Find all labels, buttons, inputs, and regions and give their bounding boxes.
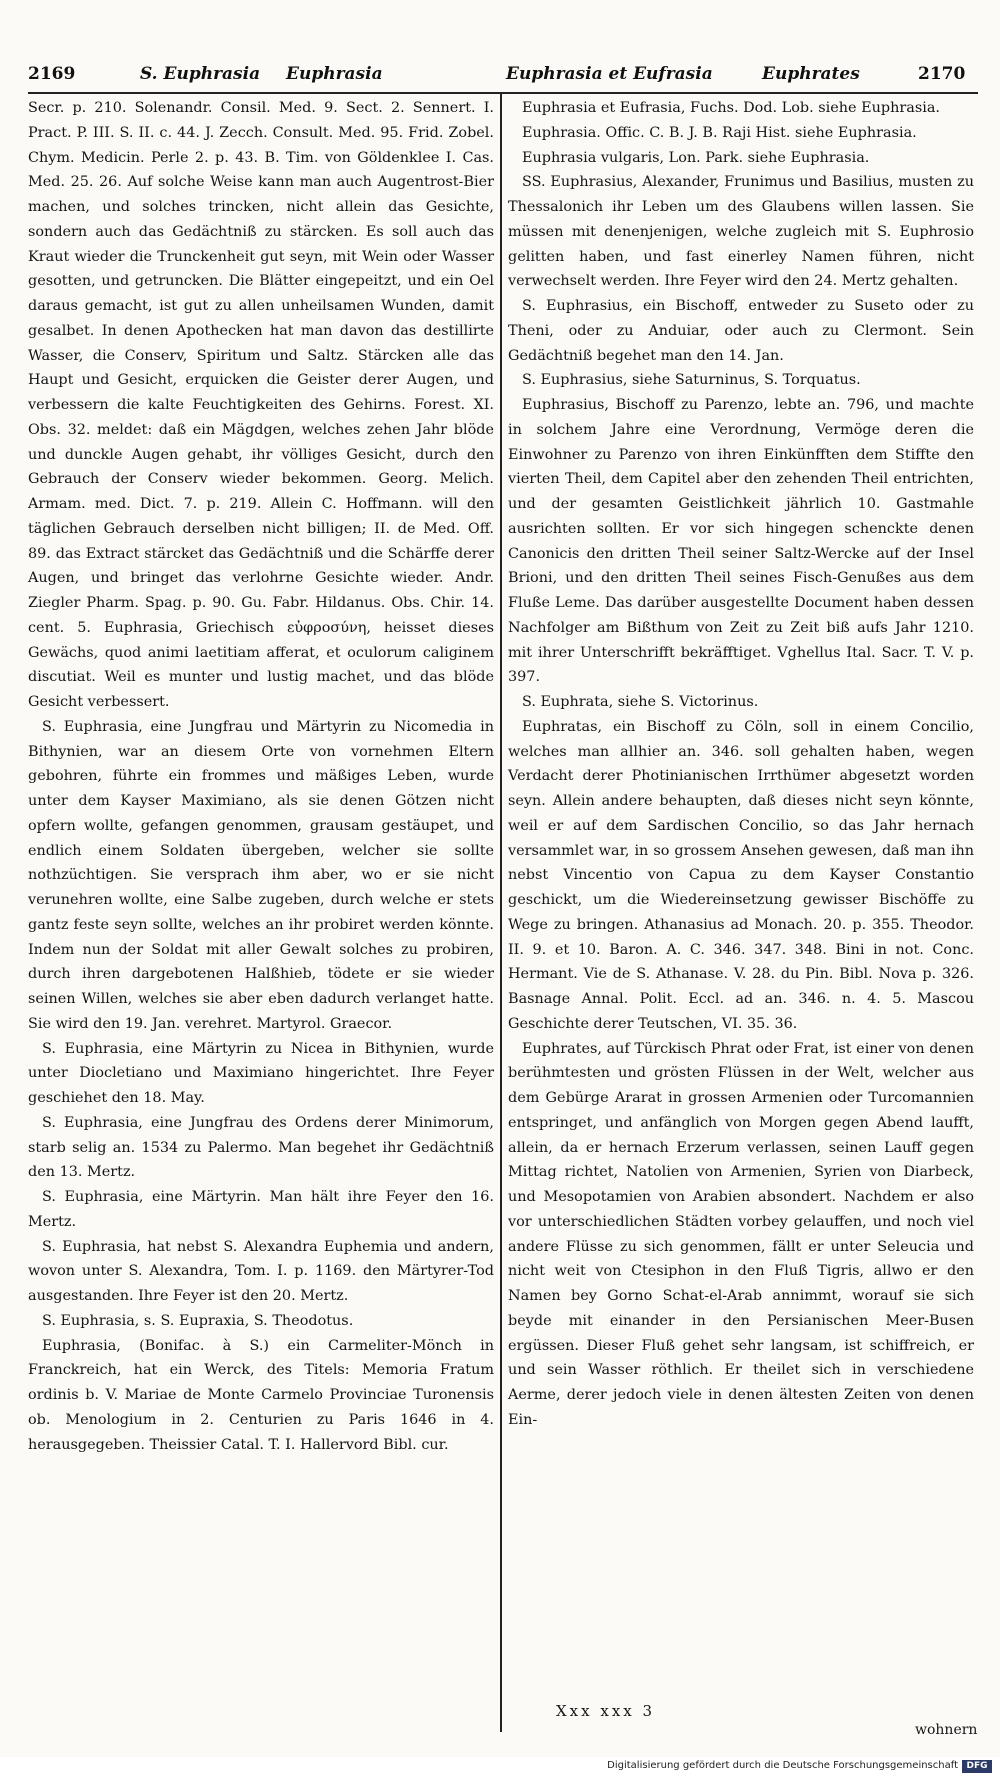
- right-paragraph: S. Euphrata, siehe S. Victorinus.: [522, 694, 759, 710]
- left-running-title-1: S. Euphrasia: [140, 64, 261, 84]
- right-paragraph: Euphratas, ein Bischoff zu Cöln, soll in einem Concilio, welches man allhier an. 346. soll gehalten haben, wegen Verdacht derer Photinianischen Irrthümer abgesetzt worden seyn. Allein andere behaupten, daß dieses nicht seyn könnte, weil er auf dem Sardischen Concilio, so das Jahr hernach versammlet war, in so grossem Ansehen gewesen, daß man ihn nebst Vincentio von Capua zu dem Kayser Constantio geschickt, um die Wiedereinsetzung gewisser Bischöffe zu Wege zu bringen. Athanasius ad Monach. 20. p. 355. Theodor. II. 9. et 10. Baron. A. C. 346. 347. 348. Bini in not. Conc. Hermant. Vie de S. Athanase. V. 28. du Pin. Bibl. Nova p. 326. Basnage Annal. Polit. Eccl. ad an. 346. n. 4. 5. Mascou Geschichte derer Teutschen, VI. 35. 36.: [508, 718, 974, 1032]
- right-paragraph: Euphrasius, Bischoff zu Parenzo, lebte an. 796, und machte in solchem Jahre eine Verordnung, Vermöge deren die Einwohner zu Parenzo von ihren Einkünfften dem Stiffte den vierten Theil, dem Capitel aber den zehenden Theil entrichten, und der gesamten Geistlichkeit jährlich 10. Gastmahle ausrichten sollten. Er vor sich hingegen schenckte denen Canonicis den dritten Theil seiner Saltz-Wercke auf der Insel Brioni, und den dritten Theil seines Fisch-Genußes aus dem Fluße Leme. Das darüber ausgestellte Document haben dessen Nachfolger am Bißthum von Zeit zu Zeit biß aufs Jahr 1210. mit ihrer Unterschrifft bekräfftiget. Vghellus Ital. Sacr. T. V. p. 397.: [508, 397, 974, 686]
- right-paragraph: Euphrates, auf Türckisch Phrat oder Frat, ist einer von denen berühmtesten und grösten Flüssen in der Welt, welcher aus dem Gebürge Ararat in grossen Armenien oder Turcomannien entspringet, und anfänglich von Morgen gegen Abend laufft, allein, da er hernach Erzerum verlassen, seinen Lauff gegen Mittag richtet, Natolien von Armenien, Syrien von Diarbeck, und Mesopotamien von Arabien absondert. Nachdem er also vor unterschiedlichen Städten vorbey gelauffen, und noch viel andere Flüsse zu sich genommen, fällt er unter Seleucia und nicht weit von Ctesiphon in den Fluß Tigris, allwo er den Namen bey Gorno Schat-el-Arab annimmt, worauf sie sich beyde mit einander in den Persianischen Meer-Busen ergüssen. Dieser Fluß gehet sehr langsam, ist schiffreich, er und sein Wasser röthlich. Er theilet sich in verschiedene Aerme, derer jedoch viele in denen ältesten Zeiten von denen Ein-: [508, 1040, 974, 1428]
- signature-mark: Xxx xxx 3: [556, 1702, 656, 1720]
- left-paragraph: S. Euphrasia, hat nebst S. Alexandra Euphemia und andern, wovon unter S. Alexandra, Tom. I. p. 1169. den Märtyrer-Tod ausgestanden. Ihre Feyer ist den 20. Mertz.: [28, 1238, 494, 1304]
- catchword: wohnern: [915, 1722, 978, 1738]
- right-running-title-1: Euphrasia et Eufrasia: [506, 64, 713, 84]
- right-running-title-2: Euphrates: [762, 64, 860, 84]
- digitization-note: Digitalisierung gefördert durch die Deutsche Forschungsgemeinschaft: [607, 1760, 958, 1771]
- dfg-logo: DFG: [962, 1760, 992, 1773]
- left-paragraph: S. Euphrasia, eine Jungfrau und Märtyrin zu Nicomedia in Bithynien, war an diesem Orte von vornehmen Eltern gebohren, führte ein frommes und mäßiges Leben, wurde unter dem Kayser Maximiano, als sie denen Götzen nicht opfern wollte, gefangen genommen, grausam gestäupet, und endlich einem Soldaten übergeben, welcher sie sollte nothzüchtigen. Sie versprach ihm aber, wo er sie nicht verunehren wollte, eine Salbe zugeben, durch welche er stets gantz feste seyn sollte, welches an ihr probiret werden könnte. Indem nun der Soldat mit aller Gewalt solches zu probiren, durch ihren dargebotenen Halßhieb, tödete er sie wieder seinen Willen, welches sie aber eben dadurch verlanget hatte. Sie wird den 19. Jan. verehret. Martyrol. Graecor.: [28, 718, 494, 1032]
- left-column: [28, 96, 494, 1457]
- digitization-footer: [0, 1757, 1000, 1777]
- left-paragraph: S. Euphrasia, s. S. Eupraxia, S. Theodotus.: [42, 1312, 354, 1329]
- left-paragraph: Secr. p. 210. Solenandr. Consil. Med. 9. Sect. 2. Sennert. I. Pract. P. III. S. II. c. 44. J. Zecch. Consult. Med. 95. Frid. Zobel. Chym. Medicin. Perle 2. p. 43. B. Tim. von Göldenklee I. Cas. Med. 25. 26. Auf solche Weise kann man auch Augentrost-Bier machen, und solches trincken, nicht allein das Gesichte, sondern auch das Gedächtniß zu stärcken. Es soll auch das Kraut wieder die Trunckenheit gut seyn, mit Wein oder Wasser gesotten, und getruncken. Die Blätter eingepeitzt, und ein Oel daraus gemacht, ist gut zu allen unheilsamen Wunden, damit gesalbet. In denen Apothecken hat man davon das destillirte Wasser, die Conserv, Spiritum und Saltz. Stärcken alle das Haupt und Gesicht, erquicken die Geister derer Augen, und verbessern die kalte Feuchtigkeiten des Gehirns. Forest. XI. Obs. 32. meldet: daß ein Mägdgen, welches zehen Jahr blöde und dunckle Augen gehabt, ihr völliges Gesicht, durch den Gebrauch der Conserv wieder bekommen. Georg. Melich. Armam. med. Dict. 7. p. 219. Allein C. Hoffmann. will den täglichen Gebrauch derselben nicht billigen; II. de Med. Off. 89. das Extract stärcket das Gedächtniß und die Schärffe derer Augen, und bringet das verlohrne Gesichte wieder. Andr. Ziegler Pharm. Spag. p. 90. Gu. Fabr. Hildanus. Obs. Chir. 14. cent. 5. Euphrasia, Griechisch εὐφροσύνη, heisset dieses Gewächs, quod animi laetitiam afferat, et oculorum caliginem discutiat. Weil es munter und lustig machet, und das blöde Gesicht verbessert.: [28, 100, 494, 710]
- left-page-number: 2169: [28, 64, 76, 84]
- header-rule: [28, 92, 978, 94]
- left-running-title-2: Euphrasia: [286, 64, 383, 84]
- right-paragraph: S. Euphrasius, siehe Saturninus, S. Torquatus.: [522, 372, 861, 389]
- right-column: [508, 96, 974, 1433]
- left-paragraph: S. Euphrasia, eine Märtyrin zu Nicea in Bithynien, wurde unter Diocletiano und Maximiano hingerichtet. Ihre Feyer geschiehet den 18. May.: [28, 1040, 494, 1106]
- right-paragraph: SS. Euphrasius, Alexander, Frunimus und Basilius, musten zu Thessalonich ihr Leben um des Glaubens willen lassen. Sie müssen mit denenjenigen, welche zugleich mit S. Euphrosio gelitten haben, und fast einerley Namen führen, nicht verwechselt werden. Ihre Feyer wird den 24. Mertz gehalten.: [508, 174, 974, 290]
- right-paragraph: Euphrasia vulgaris, Lon. Park. siehe Euphrasia.: [522, 149, 870, 166]
- left-paragraph: Euphrasia, (Bonifac. à S.) ein Carmeliter-Mönch in Franckreich, hat ein Werck, des Titels: Memoria Fratum ordinis b. V. Mariae de Monte Carmelo Provinciae Turonensis ob. Menologium in 2. Centurien zu Paris 1646 in 4. herausgegeben. Theissier Catal. T. I. Hallervord Bibl. cur.: [28, 1337, 494, 1453]
- right-paragraph: Euphrasia et Eufrasia, Fuchs. Dod. Lob. siehe Euphrasia.: [522, 100, 940, 116]
- running-head-right: [506, 64, 978, 92]
- right-paragraph: S. Euphrasius, ein Bischoff, entweder zu Suseto oder zu Theni, oder zu Anduiar, oder auch zu Clermont. Sein Gedächtniß begehet man den 14. Jan.: [508, 298, 974, 364]
- running-head-left: [28, 64, 498, 92]
- right-page-number: 2170: [918, 64, 966, 84]
- left-paragraph: S. Euphrasia, eine Märtyrin. Man hält ihre Feyer den 16. Mertz.: [28, 1189, 494, 1230]
- left-paragraph: S. Euphrasia, eine Jungfrau des Ordens derer Minimorum, starb selig an. 1534 zu Palermo. Man begehet ihr Gedächtniß den 13. Mertz.: [28, 1114, 494, 1181]
- column-divider: [500, 92, 502, 1732]
- right-paragraph: Euphrasia. Offic. C. B. J. B. Raji Hist. siehe Euphrasia.: [522, 124, 917, 141]
